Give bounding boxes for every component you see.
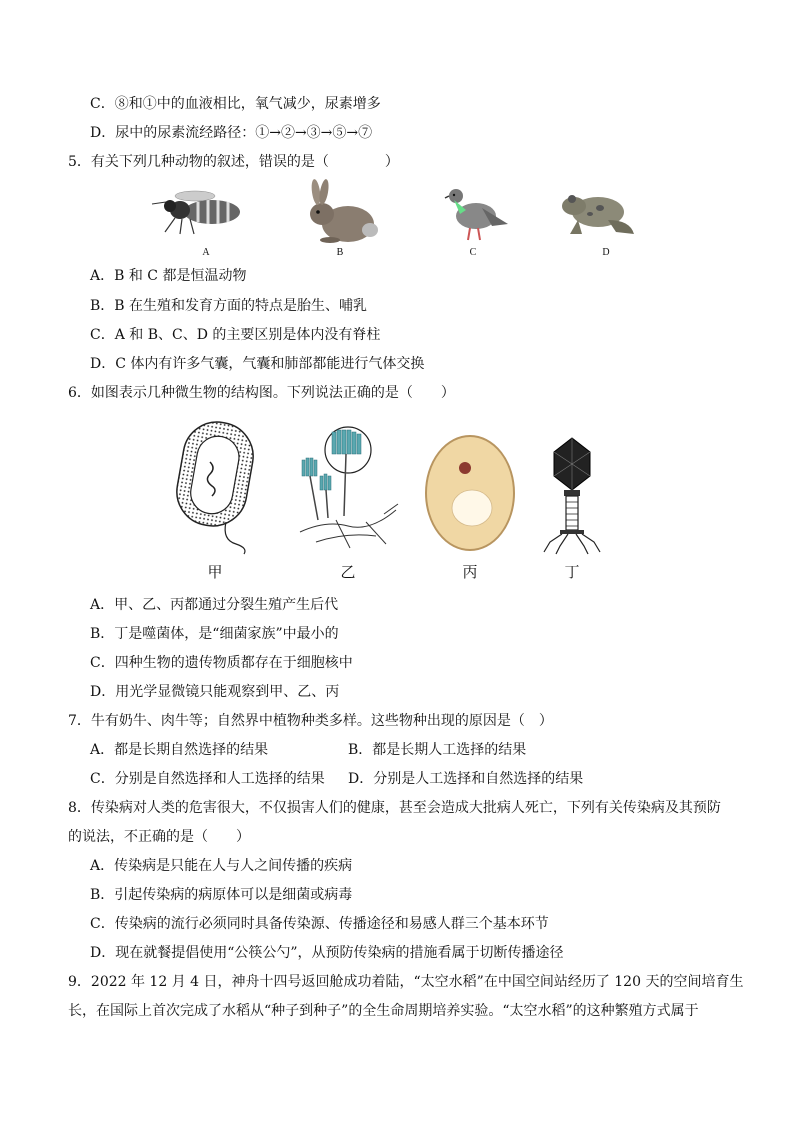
q6-option-d: D．用光学显微镜只能观察到甲、乙、丙: [90, 684, 340, 700]
rabbit-image: [302, 180, 382, 246]
q4-option-c: C．⑧和①中的血液相比，氧气减少，尿素增多: [90, 96, 381, 112]
mold-image: [296, 424, 400, 552]
q6-stem: 6．如图表示几种微生物的结构图。下列说法正确的是（ ）: [68, 385, 455, 401]
q8-stem-line1: 8．传染病对人类的危害很大，不仅损害人们的健康，甚至会造成大批病人死亡，下列有关传染病及其预防: [68, 800, 721, 816]
yeast-image: [424, 434, 516, 552]
q6-label-yi: 乙: [340, 563, 356, 581]
q7-option-b: B．都是长期人工选择的结果: [348, 742, 527, 758]
q9-stem-line2: 长，在国际上首次完成了水稻从“种子到种子”的全生命周期培养实验。“太空水稻”的这种繁殖方式属于: [68, 1003, 699, 1019]
q7-option-c: C．分别是自然选择和人工选择的结果: [90, 771, 325, 787]
q4-option-d: D．尿中的尿素流经路径：①→②→③→⑤→⑦: [90, 125, 373, 141]
q5-stem: 5．有关下列几种动物的叙述，错误的是（ ）: [68, 154, 399, 170]
pigeon-image: [442, 180, 512, 246]
q6-option-c: C．四种生物的遗传物质都存在于细胞核中: [90, 655, 353, 671]
q8-option-c: C．传染病的流行必须同时具备传染源、传播途径和易感人群三个基本环节: [90, 916, 549, 932]
q5-label-d: D: [602, 247, 610, 258]
q8-option-a: A．传染病是只能在人与人之间传播的疾病: [90, 858, 353, 874]
q7-option-a: A．都是长期自然选择的结果: [90, 742, 269, 758]
q5-option-b: B．B 在生殖和发育方面的特点是胎生、哺乳: [90, 298, 368, 314]
q5-label-b: B: [336, 247, 344, 258]
q5-option-d: D．C 体内有许多气囊，气囊和肺部都能进行气体交换: [90, 356, 425, 372]
q6-option-b: B．丁是噬菌体，是“细菌家族”中最小的: [90, 626, 339, 642]
q6-label-jia: 甲: [207, 563, 223, 581]
bacteriophage-image: [540, 436, 604, 556]
frog-image: [560, 184, 640, 242]
q8-option-d: D．现在就餐提倡使用“公筷公勺”，从预防传染病的措施看属于切断传播途径: [90, 945, 564, 961]
q5-label-a: A: [202, 247, 210, 258]
q8-option-b: B．引起传染病的病原体可以是细菌或病毒: [90, 887, 353, 903]
q8-stem-line2: 的说法，不正确的是（ ）: [68, 829, 250, 845]
q5-option-c: C．A 和 B、C、D 的主要区别是体内没有脊柱: [90, 327, 381, 343]
bee-image: [150, 188, 250, 238]
q6-label-ding: 丁: [564, 563, 580, 581]
q6-label-bing: 丙: [462, 563, 478, 581]
q5-option-a: A．B 和 C 都是恒温动物: [90, 268, 247, 284]
bacterium-image: [170, 418, 260, 558]
q7-stem: 7．牛有奶牛、肉牛等；自然界中植物种类多样。这些物种出现的原因是（ ）: [68, 713, 553, 729]
q7-option-d: D．分别是人工选择和自然选择的结果: [348, 771, 584, 787]
q5-label-c: C: [469, 247, 477, 258]
q6-option-a: A．甲、乙、丙都通过分裂生殖产生后代: [90, 597, 339, 613]
q9-stem-line1: 9．2022 年 12 月 4 日，神舟十四号返回舱成功着陆，“太空水稻”在中国空间站经历了 120 天的空间培育生: [68, 974, 744, 990]
